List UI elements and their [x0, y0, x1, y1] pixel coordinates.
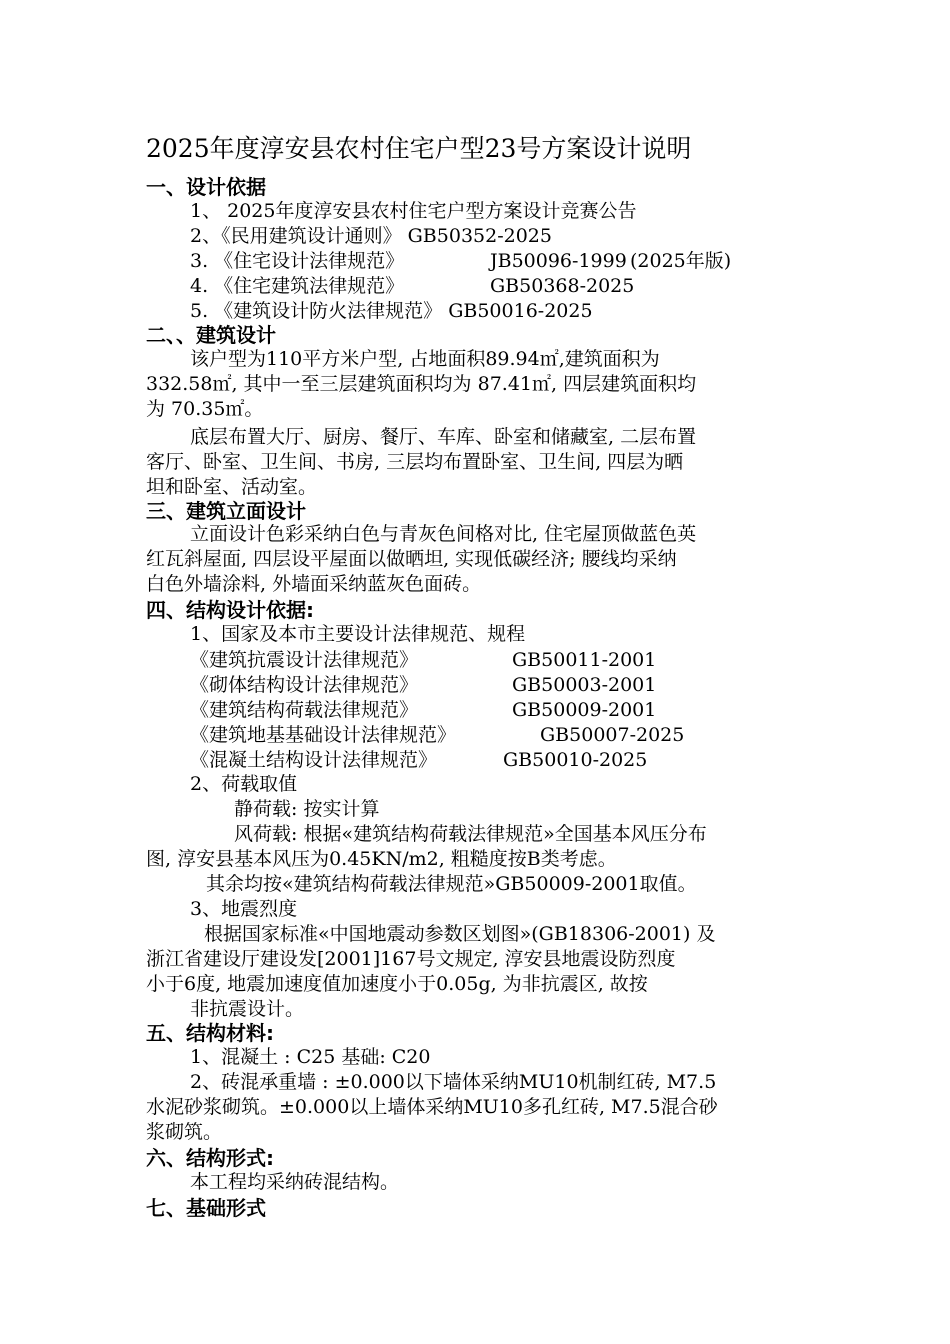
material-concrete: 1、混凝土 : C25 基础: C20: [190, 1046, 431, 1068]
paragraph-line: 非抗震设计。: [190, 998, 305, 1020]
facade-paragraph: [146, 522, 806, 597]
structure-sub-3: 3、地震烈度: [190, 898, 298, 920]
paragraph-line: 小于6度, 地震加速度值加速度小于0.05g, 为非抗震区, 故按: [146, 973, 648, 995]
dead-load: 静荷载: 按实计算: [234, 798, 380, 820]
basis-item-3-code: JB50096-1999: [490, 250, 627, 272]
wind-load-paragraph: [146, 822, 806, 872]
section-2-heading: 二、、建筑设计: [146, 323, 276, 347]
basis-item-5: 5. 《建筑设计防火法律规范》 GB50016-2025: [190, 300, 593, 322]
paragraph-line: 立面设计色彩采纳白色与青灰色间格对比, 住宅屋顶做蓝色英: [190, 523, 697, 545]
paragraph-line: 332.58㎡, 其中一至三层建筑面积均为 87.41㎡, 四层建筑面积均: [146, 373, 697, 395]
section-3-heading: 三、建筑立面设计: [146, 499, 306, 523]
code-name-2: 《砌体结构设计法律规范》: [190, 674, 419, 696]
code-name-1: 《建筑抗震设计法律规范》: [190, 649, 419, 671]
code-number-3: GB50009-2001: [512, 699, 657, 721]
paragraph-line: 为 70.35㎡。: [146, 398, 264, 420]
paragraph-line: 客厅、卧室、卫生间、书房, 三层均布置卧室、卫生间, 四层为晒: [146, 451, 684, 473]
paragraph-line: 水泥砂浆砌筑。±0.000以上墙体采纳MU10多孔红砖, M7.5混合砂: [146, 1096, 718, 1118]
code-name-5: 《混凝土结构设计法律规范》: [190, 749, 438, 771]
code-number-4: GB50007-2025: [540, 724, 685, 746]
document-title: 2025年度淳安县农村住宅户型23号方案设计说明: [146, 134, 692, 163]
architecture-paragraph-1: [146, 347, 806, 422]
paragraph-line: 图, 淳安县基本风压为0.45KN/m2, 粗糙度按B类考虑。: [146, 848, 617, 870]
code-number-1: GB50011-2001: [512, 649, 657, 671]
code-number-5: GB50010-2025: [503, 749, 648, 771]
section-7-heading: 七、基础形式: [146, 1196, 266, 1220]
code-name-4: 《建筑地基基础设计法律规范》: [190, 724, 457, 746]
section-6-heading: 六、结构形式:: [146, 1146, 274, 1170]
basis-item-4-name: 4. 《住宅建筑法律规范》: [190, 275, 405, 297]
paragraph-line: 红瓦斜屋面, 四层设平屋面以做晒坦, 实现低碳经济; 腰线均采纳: [146, 548, 677, 570]
basis-item-4-code: GB50368-2025: [490, 275, 635, 297]
structure-sub-2: 2、荷载取值: [190, 773, 298, 795]
paragraph-line: 白色外墙涂料, 外墙面采纳蓝灰色面砖。: [146, 573, 482, 595]
code-name-3: 《建筑结构荷载法律规范》: [190, 699, 419, 721]
paragraph-line: 浙江省建设厅建设发[2001]167号文规定, 淳安县地震设防烈度: [146, 948, 676, 970]
basis-item-3-name: 3. 《住宅设计法律规范》: [190, 250, 405, 272]
paragraph-line: 浆砌筑。: [146, 1121, 223, 1143]
seismic-paragraph: [146, 922, 806, 1022]
paragraph-line: 该户型为110平方米户型, 占地面积89.94㎡,建筑面积为: [190, 348, 660, 370]
structure-sub-1: 1、国家及本市主要设计法律规范、规程: [190, 623, 526, 645]
basis-item-2: 2、《民用建筑设计通则》 GB50352-2025: [190, 225, 552, 247]
section-5-heading: 五、结构材料:: [146, 1021, 274, 1045]
material-masonry-paragraph: [146, 1070, 806, 1145]
paragraph-line: 风荷载: 根据«建筑结构荷载法律规范»全国基本风压分布: [234, 823, 707, 845]
paragraph-line: 底层布置大厅、厨房、餐厅、车库、卧室和储藏室, 二层布置: [190, 426, 697, 448]
other-loads: 其余均按«建筑结构荷载法律规范»GB50009-2001取值。: [206, 873, 697, 895]
structure-form-text: 本工程均采纳砖混结构。: [190, 1171, 400, 1193]
paragraph-line: 2、砖混承重墙 : ±0.000以下墙体采纳MU10机制红砖, M7.5: [190, 1071, 717, 1093]
code-number-2: GB50003-2001: [512, 674, 657, 696]
basis-item-1: 1、 2025年度淳安县农村住宅户型方案设计竞赛公告: [190, 200, 637, 222]
architecture-paragraph-2: [146, 425, 806, 500]
paragraph-line: 坦和卧室、活动室。: [146, 476, 318, 498]
section-4-heading: 四、结构设计依据:: [146, 598, 314, 622]
basis-item-3-edition: (2025年版): [630, 250, 732, 272]
paragraph-line: 根据国家标准«中国地震动参数区划图»(GB18306-2001) 及: [204, 923, 716, 945]
section-1-heading: 一、设计依据: [146, 175, 266, 199]
